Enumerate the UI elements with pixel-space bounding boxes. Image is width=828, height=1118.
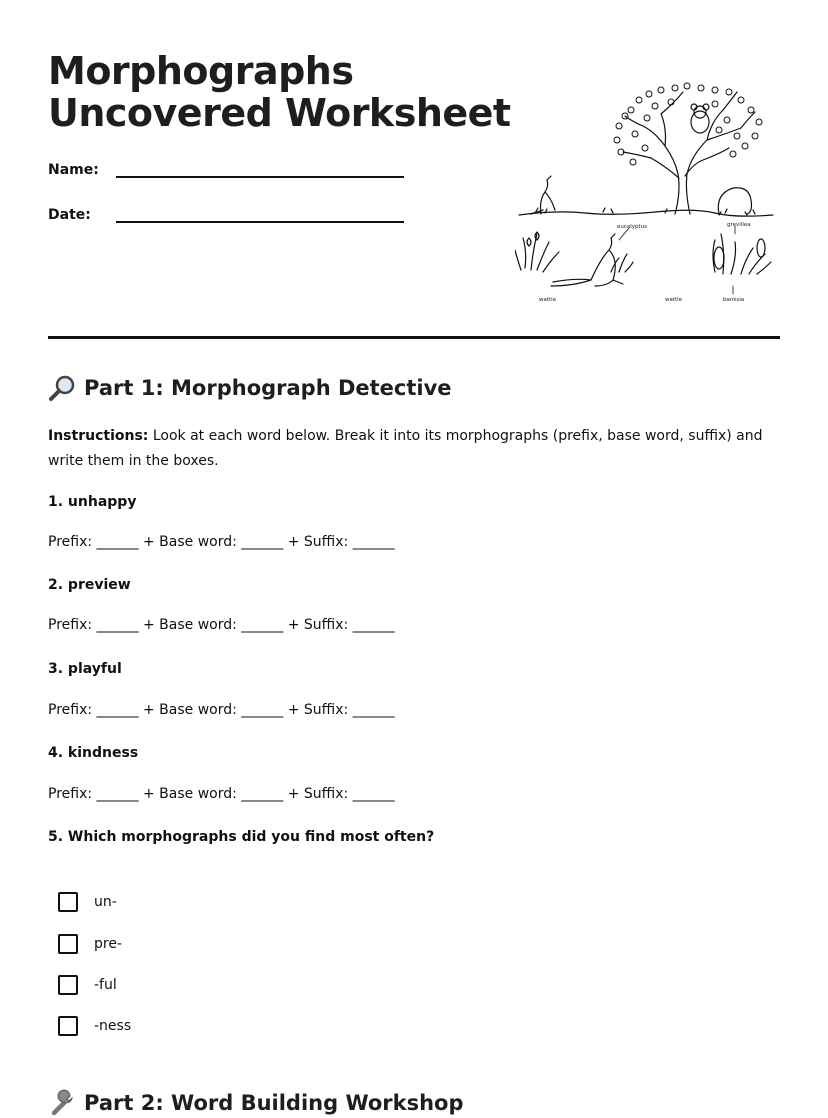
question-1-answer-line[interactable]: Prefix: ______ + Base word: ______ + Suffix: ______ <box>48 534 395 550</box>
part1-heading <box>48 374 452 402</box>
instructions-text: Look at each word below. Break it into its morphographs (prefix, base word, suffix) and write them in the boxes. <box>48 428 763 469</box>
part2-heading-text: Part 2: Word Building Workshop <box>84 1091 464 1115</box>
question-4-answer-line[interactable]: Prefix: ______ + Base word: ______ + Suffix: ______ <box>48 786 395 802</box>
date-field[interactable] <box>48 205 404 223</box>
illustration-label-wattle-left: wattle <box>539 297 557 303</box>
part2-heading <box>48 1089 464 1117</box>
illustration-label-banksia: banksia <box>723 297 745 303</box>
option-label: pre- <box>94 936 122 952</box>
name-label: Name: <box>48 162 99 178</box>
header-divider <box>48 336 780 339</box>
name-line[interactable] <box>116 160 404 178</box>
checkbox[interactable] <box>58 1016 78 1036</box>
checkbox[interactable] <box>58 934 78 954</box>
part1-instructions <box>48 424 788 474</box>
australian-bush-scene-image <box>515 82 777 304</box>
question-4-title: 4. kindness <box>48 745 139 761</box>
illustration-label-grevillea: grevillea <box>727 222 751 228</box>
worksheet-title <box>48 50 511 134</box>
date-label: Date: <box>48 207 91 223</box>
option-label: -ful <box>94 977 117 993</box>
question-3-title: 3. playful <box>48 661 122 677</box>
option-ful[interactable] <box>58 975 117 995</box>
title-line-1: Morphographs <box>48 49 354 93</box>
option-label: -ness <box>94 1018 132 1034</box>
illustration-label-eucalyptus: eucalyptus <box>617 224 648 230</box>
option-ness[interactable] <box>58 1016 131 1036</box>
wrench-icon <box>48 1089 76 1117</box>
title-line-2: Uncovered Worksheet <box>48 91 511 135</box>
instructions-lead: Instructions: <box>48 428 149 444</box>
name-field[interactable] <box>48 160 404 178</box>
magnifying-glass-icon <box>48 374 76 402</box>
option-pre[interactable] <box>58 934 122 954</box>
date-line[interactable] <box>116 205 404 223</box>
option-label: un- <box>94 894 117 910</box>
option-un[interactable] <box>58 892 117 912</box>
question-3-answer-line[interactable]: Prefix: ______ + Base word: ______ + Suffix: ______ <box>48 702 395 718</box>
illustration-label-wattle-right: wattle <box>665 297 683 303</box>
question-2-title: 2. preview <box>48 577 131 593</box>
checkbox[interactable] <box>58 975 78 995</box>
checkbox[interactable] <box>58 892 78 912</box>
question-1-title: 1. unhappy <box>48 494 137 510</box>
question-5-title: 5. Which morphographs did you find most often? <box>48 829 435 845</box>
part1-heading-text: Part 1: Morphograph Detective <box>84 376 452 400</box>
question-2-answer-line[interactable]: Prefix: ______ + Base word: ______ + Suffix: ______ <box>48 617 395 633</box>
